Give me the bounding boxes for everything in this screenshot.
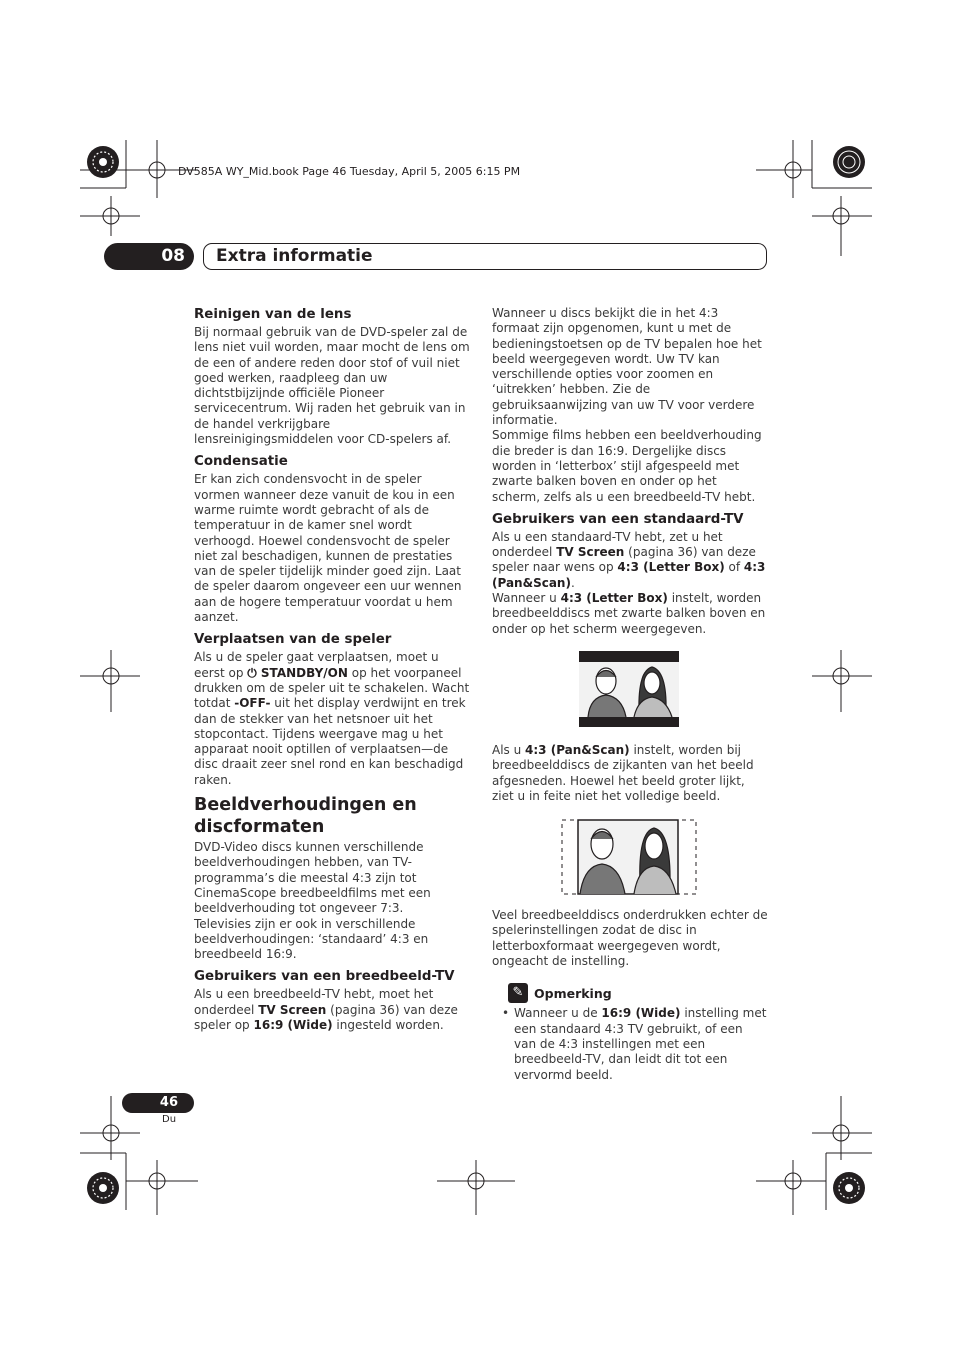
paragraph-aspect-ratios: DVD-Video discs kunnen verschillende beeldverhoudingen hebben, van TV-programma’s die meestal 4:3 zijn tot CinemaScope breedbeeldfilms met een beeldverhouding tot ongeveer 7:3. (194, 840, 431, 916)
paragraph-override: Veel breedbeelddiscs onderdrukken echter de spelerinstellingen zodat de disc in letterboxformaat weergegeven wordt, ongeacht de instelling. (492, 908, 768, 969)
note-title: Opmerking (534, 985, 612, 1001)
chapter-title: Extra informatie (216, 246, 373, 266)
paragraph-condensation: Er kan zich condensvocht in de speler vormen wanneer deze vanuit de kou in een warme ruimte wordt gebracht of als de temperatuur in de kamer snel wordt verhoogd. Hoewel condensvocht de speler niet zal beschadigen, kunnen de prestaties van de speler tijdelijk minder goed zijn. Laat de speler daarom ongeveer een uur wennen aan de hogere temperatuur voordat u hem aanzet. (194, 472, 462, 625)
paragraph-tv-ratios: Televisies zijn er ook in verschillende beeldverhoudingen: ‘standaard’ 4:3 en breedbeeld 16:9. (194, 916, 429, 962)
page-language: Du (162, 1114, 177, 1125)
heading-standard-tv: Gebruikers van een standaard-TV (492, 511, 744, 527)
pencil-icon: ✎ (508, 983, 528, 1003)
paragraph-standard-tv: Als u een standaard-TV hebt, zet u het onderdeel TV Screen (pagina 36) van deze speler naar wens op 4:3 (Letter Box) of 4:3 (Pan&Scan). (492, 529, 766, 590)
heading-aspect-ratios: Beeldverhoudingen en discformaten (194, 795, 417, 838)
paragraph-letterbox-films: Sommige films hebben een beeldverhouding die breder is dan 16:9. Dergelijke discs worden in ‘letterbox’ stijl afgespeeld met zwarte balken boven en onder op het scherm, zelfs als u een breedbeeld-TV hebt. (492, 428, 762, 504)
paragraph-lens-cleaning: Bij normaal gebruik van de DVD-speler zal de lens niet vuil worden, maar mocht de lens om de een of andere reden door stof of vuil niet goed werken, raadpleeg dan uw dichtstbijzijnde officiële Pioneer servicecentrum. Wij raden het gebruik van in de handel verkrijgbare lensreinigingsmiddelen voor CD-spelers af. (194, 325, 470, 447)
heading-lens-cleaning: Reinigen van de lens (194, 307, 352, 322)
panscan-illustration (492, 818, 768, 908)
note-item: • Wanneer u de 16:9 (Wide) instelling met een standaard 4:3 TV gebruikt, of een van de 4:3 instellingen met een breedbeeld-TV, dan leidt dit tot een vervormd beeld. (502, 1006, 767, 1082)
note-header (508, 983, 768, 1003)
heading-widescreen-tv: Gebruikers van een breedbeeld-TV (194, 969, 455, 985)
heading-condensation: Condensatie (194, 454, 288, 470)
page-number: 46 (122, 1093, 194, 1113)
paragraph-panscan-setting: Als u 4:3 (Pan&Scan) instelt, worden bij breedbeelddiscs de zijkanten van het beeld afgesneden. Hoewel het beeld groter lijkt, ziet u in feite niet het volledige beeld. (492, 742, 754, 803)
left-column (194, 306, 470, 1033)
paragraph-letterbox-setting: Wanneer u 4:3 (Letter Box) instelt, worden breedbeelddiscs met zwarte balken boven en onder op het scherm weergegeven. (492, 591, 766, 636)
letterbox-illustration (492, 651, 768, 743)
paragraph-moving-player: Als u de speler gaat verplaatsen, moet u eerst op ⏻ STANDBY/ON op het voorpaneel drukken om de speler uit te schakelen. Wacht totdat -OFF- uit het display verdwijnt en trek dan de stekker van het netsnoer uit het stopcontact. Tijdens weergave mag u het apparaat nooit optillen of verplaatsen—de disc draait zeer snel rond en kan beschadigd raken. (194, 650, 470, 787)
chapter-number: 08 (104, 243, 194, 270)
paragraph-widescreen-tv: Als u een breedbeeld-TV hebt, moet het onderdeel TV Screen (pagina 36) van deze speler op 16:9 (Wide) ingesteld worden. (194, 987, 458, 1032)
chapter-header (203, 243, 767, 270)
paragraph-4-3-discs: Wanneer u discs bekijkt die in het 4:3 formaat zijn opgenomen, kunt u met de bedieningstoetsen op de TV bepalen hoe het beeld weergegeven wordt. Uw TV kan verschillende opties voor zoomen en ‘uitrekken’ hebben. Zie de gebruiksaanwijzing van uw TV voor verdere informatie. (492, 306, 762, 428)
heading-moving-player: Verplaatsen van de speler (194, 632, 392, 648)
right-column (492, 306, 768, 1083)
standby-on-label: ⏻ STANDBY/ON (247, 665, 348, 680)
print-info-line: DV585A WY_Mid.book Page 46 Tuesday, April 5, 2005 6:15 PM (178, 165, 521, 178)
